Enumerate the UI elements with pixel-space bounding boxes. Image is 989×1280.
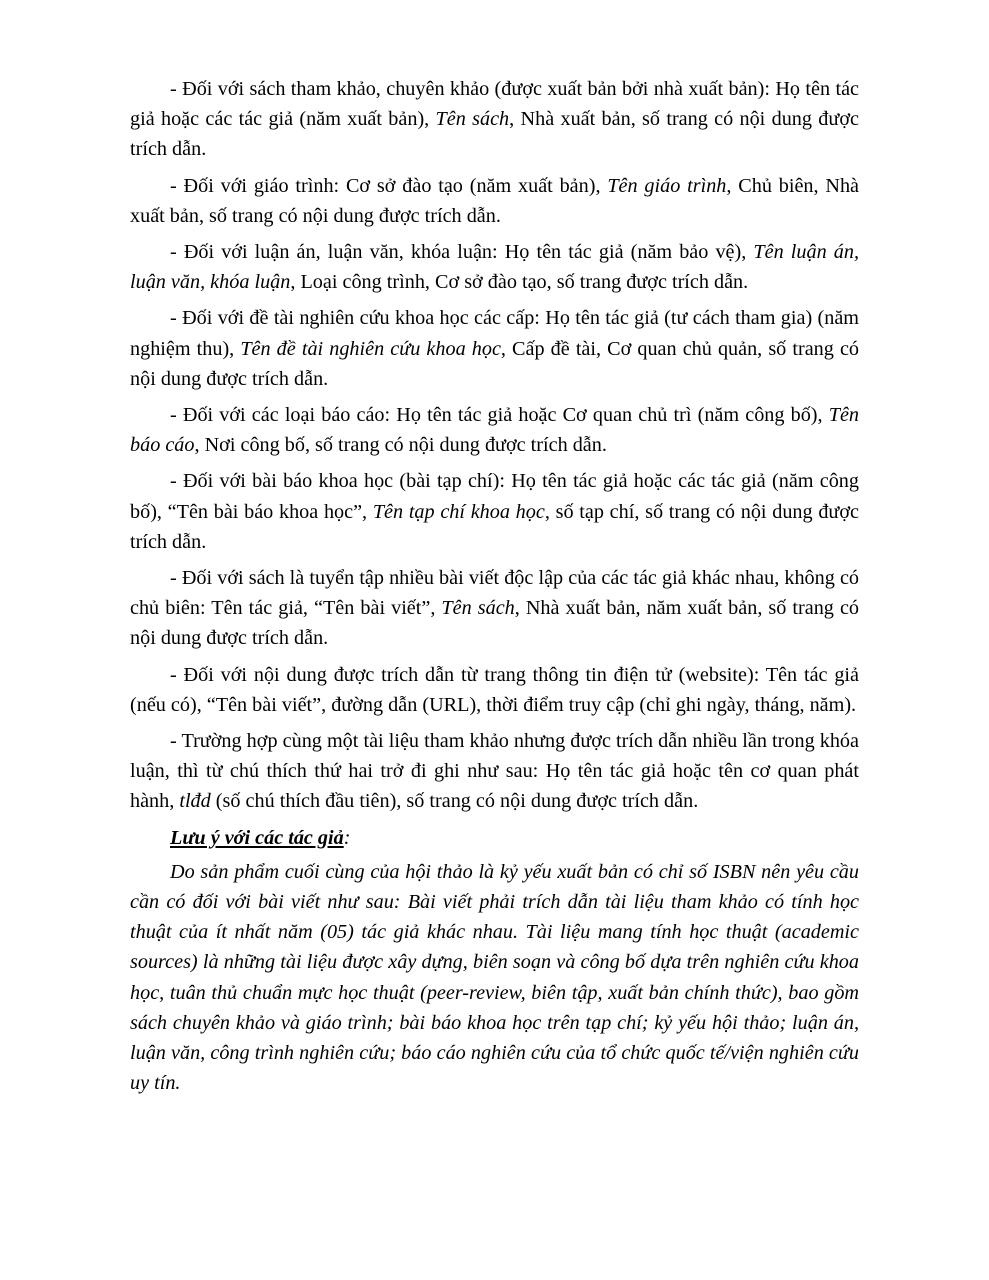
citation-rule-paragraph	[130, 74, 859, 165]
italic-title-segment: Tên luận án, luận văn, khóa luận	[130, 241, 859, 294]
note-body: Do sản phẩm cuối cùng của hội thảo là kỷ yếu xuất bản có chỉ số ISBN nên yêu cầu cần có đối với bài viết như sau: Bài viết phải trích dẫn tài liệu tham khảo có tính học thuật của ít nhất năm (05) tác giả khác nhau. Tài liệu mang tính học thuật (academic sources) là những tài liệu được xây dựng, biên soạn và công bố dựa trên nghiên cứu khoa học, tuân thủ chuẩn mực học thuật (peer-review, biên tập, xuất bản chính thức), bao gồm sách chuyên khảo và giáo trình; bài báo khoa học trên tạp chí; kỷ yếu hội thảo; luận án, luận văn, công trình nghiên cứu; báo cáo nghiên cứu của tổ chức quốc tế/viện nghiên cứu uy tín.	[130, 860, 859, 1095]
note-heading-text: Lưu ý với các tác giả	[170, 826, 344, 849]
citation-rule-paragraph	[130, 303, 859, 394]
italic-title-segment: Tên sách	[441, 597, 515, 620]
citation-rules-list	[130, 74, 859, 817]
citation-rule-paragraph	[130, 237, 859, 297]
citation-rule-paragraph	[130, 400, 859, 460]
text-segment: , Nhà xuất bản, năm xuất bản, số trang có nội dung được trích dẫn.	[130, 597, 859, 650]
text-segment: , Chủ biên, Nhà xuất bản, số trang có nội dung được trích dẫn.	[130, 174, 859, 227]
citation-rule-paragraph	[130, 466, 859, 557]
text-segment: , Nhà xuất bản, số trang có nội dung được trích dẫn.	[130, 108, 859, 161]
italic-title-segment: Tên giáo trình	[607, 174, 727, 197]
italic-title-segment: tlđd	[179, 790, 211, 813]
italic-title-segment: Tên đề tài nghiên cứu khoa học	[240, 337, 501, 360]
text-segment: - Đối với các loại báo cáo: Họ tên tác giả hoặc Cơ quan chủ trì (năm công bố),	[170, 404, 829, 427]
text-segment: , Loại công trình, Cơ sở đào tạo, số trang được trích dẫn.	[290, 271, 749, 294]
citation-rule-paragraph	[130, 660, 859, 720]
text-segment: - Đối với bài báo khoa học (bài tạp chí): Họ tên tác giả hoặc các tác giả (năm công bố), “Tên bài báo khoa học”,	[130, 470, 859, 523]
text-segment: , số tạp chí, số trang có nội dung được trích dẫn.	[130, 500, 859, 553]
text-segment: - Đối với luận án, luận văn, khóa luận: Họ tên tác giả (năm bảo vệ),	[170, 241, 754, 264]
text-segment: - Đối với sách là tuyển tập nhiều bài viết độc lập của các tác giả khác nhau, không có chủ biên: Tên tác giả, “Tên bài viết”,	[130, 567, 859, 620]
italic-title-segment: Tên sách	[435, 108, 510, 131]
citation-rule-paragraph	[130, 171, 859, 231]
text-segment: - Đối với nội dung được trích dẫn từ trang thông tin điện tử (website): Tên tác giả (nếu có), “Tên bài viết”, đường dẫn (URL), thời điểm truy cập (chỉ ghi ngày, tháng, năm).	[130, 663, 859, 716]
italic-title-segment: Tên báo cáo	[130, 404, 859, 457]
text-segment: - Đối với giáo trình: Cơ sở đào tạo (năm xuất bản),	[170, 174, 608, 197]
citation-rule-paragraph	[130, 726, 859, 817]
text-segment: - Trường hợp cùng một tài liệu tham khảo nhưng được trích dẫn nhiều lần trong khóa luận, thì từ chú thích thứ hai trở đi ghi như sau: Họ tên tác giả hoặc tên cơ quan phát hành,	[130, 730, 859, 813]
italic-title-segment: Tên tạp chí khoa học	[372, 500, 545, 523]
note-heading-colon: :	[343, 826, 351, 849]
citation-rule-paragraph	[130, 563, 859, 654]
text-segment: , Nơi công bố, số trang có nội dung được trích dẫn.	[194, 434, 607, 457]
note-heading	[130, 823, 859, 853]
text-segment: (số chú thích đầu tiên), số trang có nội dung được trích dẫn.	[210, 790, 699, 813]
text-segment: , Cấp đề tài, Cơ quan chủ quản, số trang có nội dung được trích dẫn.	[130, 337, 859, 390]
text-segment: - Đối với sách tham khảo, chuyên khảo (được xuất bản bởi nhà xuất bản): Họ tên tác giả hoặc các tác giả (năm xuất bản),	[130, 78, 859, 131]
text-segment: - Đối với đề tài nghiên cứu khoa học các cấp: Họ tên tác giả (tư cách tham gia) (năm nghiệm thu),	[130, 307, 859, 360]
